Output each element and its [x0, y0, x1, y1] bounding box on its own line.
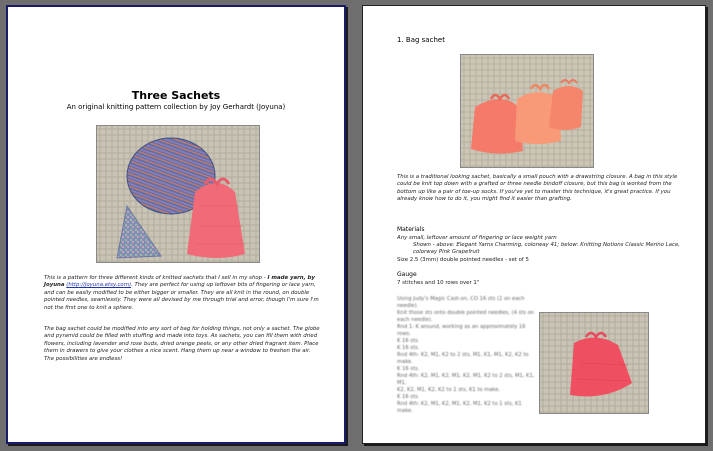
instruction-line: Rnd 4th: K2, M1, K2, M1, K2, M1, K2 to 2 sts, M1, K1, M1,	[397, 373, 535, 386]
instruction-line: Rnd 4th: K2, M1, K2, M1, K2, M1, K2 to 1 sts, K1	[397, 401, 522, 407]
right-page	[362, 5, 706, 444]
bag-sachets-image	[461, 55, 594, 168]
instruction-line: Rnd 4th: K2, M1, K2 to 2 sts, M1, K1, M1, K2, K2 to	[397, 352, 529, 358]
pattern-title: Three Sachets	[131, 89, 221, 102]
materials-line-shown: Shown - above: Elegant Yarns Charming, colorway 41; below: Knitting Notions Classic Merino Lace, colorway Pink Grapefruit	[413, 242, 680, 256]
bag-description: This is a traditional looking sachet, basically a small pouch with a drawstring closure. A bag in this style could be knit top down with a grafted or three needle bindoff closure, but this bag is worked from the bottom up like a pair of toe-up socks. If you've yet to master this technique, it's great practice. If you already know how to do it, you might find it easier than grafting.	[397, 174, 678, 203]
instructions-list	[397, 296, 537, 415]
shop-link[interactable]: (http://joyuna.etsy.com)	[66, 282, 132, 289]
pink-bag-photo	[539, 312, 649, 414]
usage-paragraph: The bag sachet could be modified into any sort of bag for holding things, not only a sachet. The globe and pyramid could be filled with stuffing and made into toys. As sachets, you can fill them with dried flowers, including lavender and rose buds, dried orange peels, or any other dried fragrant item. Place them in drawers to give your clothes a nice scent. Hang them up near a window to freshen the air. The possibilities are endless!	[44, 326, 320, 362]
instruction-line: K 16 sts.	[397, 345, 420, 351]
intro-text: This is a pattern for three different kinds of knitted sachets that I sell in my shop -	[44, 275, 268, 281]
instruction-line: Rnd 1: K around, working as an approximately 16	[397, 324, 526, 330]
pink-bag-image	[540, 313, 649, 414]
instruction-line: K 16 sts.	[397, 338, 420, 344]
pattern-subtitle: An original knitting pattern collection by Joy Gerhardt (Joyuna)	[66, 103, 286, 111]
left-page	[6, 5, 346, 444]
instruction-line: make.	[397, 408, 413, 414]
gauge-line: 7 stitches and 10 rows over 1"	[397, 280, 480, 286]
section-heading: 1. Bag sachet	[397, 36, 445, 44]
instruction-line: K 16 sts.	[397, 394, 420, 400]
intro-text-continued: . They are perfect for using up leftover bits of fingering or lace yarn, and can be easily modified to be either bigger or smaller. They are all knit in the round, on double pointed needles, seamlessly. They were all devised by me through trial and error, though I'm sure I'm not the first one to knit a sphere.	[44, 282, 319, 311]
bag-sachets-photo	[460, 54, 594, 168]
gauge-heading: Gauge	[397, 271, 417, 278]
materials-heading: Materials	[397, 226, 425, 233]
instruction-line: K2, K2, M1, K2, K2 to 1 sts, K1 to make.	[397, 387, 501, 393]
three-sachets-photo	[96, 125, 260, 263]
instruction-line: Knit those sts onto double pointed needles, (4 sts on each needle).	[397, 310, 535, 323]
materials-line-yarn: Any small, leftover amount of fingering or lace weight yarn	[397, 235, 557, 241]
instruction-line: make.	[397, 359, 413, 365]
intro-paragraph	[44, 275, 320, 312]
shop-name: I made yarn, by Joyuna	[44, 275, 315, 289]
three-sachets-image	[97, 126, 260, 263]
materials-line-needles: Size 2.5 (3mm) double pointed needles - set of 5	[397, 257, 529, 263]
instruction-line: rows.	[397, 331, 411, 337]
instruction-line: Using Judy's Magic Cast-on, CO 16 sts (2 on each needle).	[397, 296, 525, 309]
instruction-line: K 16 sts.	[397, 366, 420, 372]
